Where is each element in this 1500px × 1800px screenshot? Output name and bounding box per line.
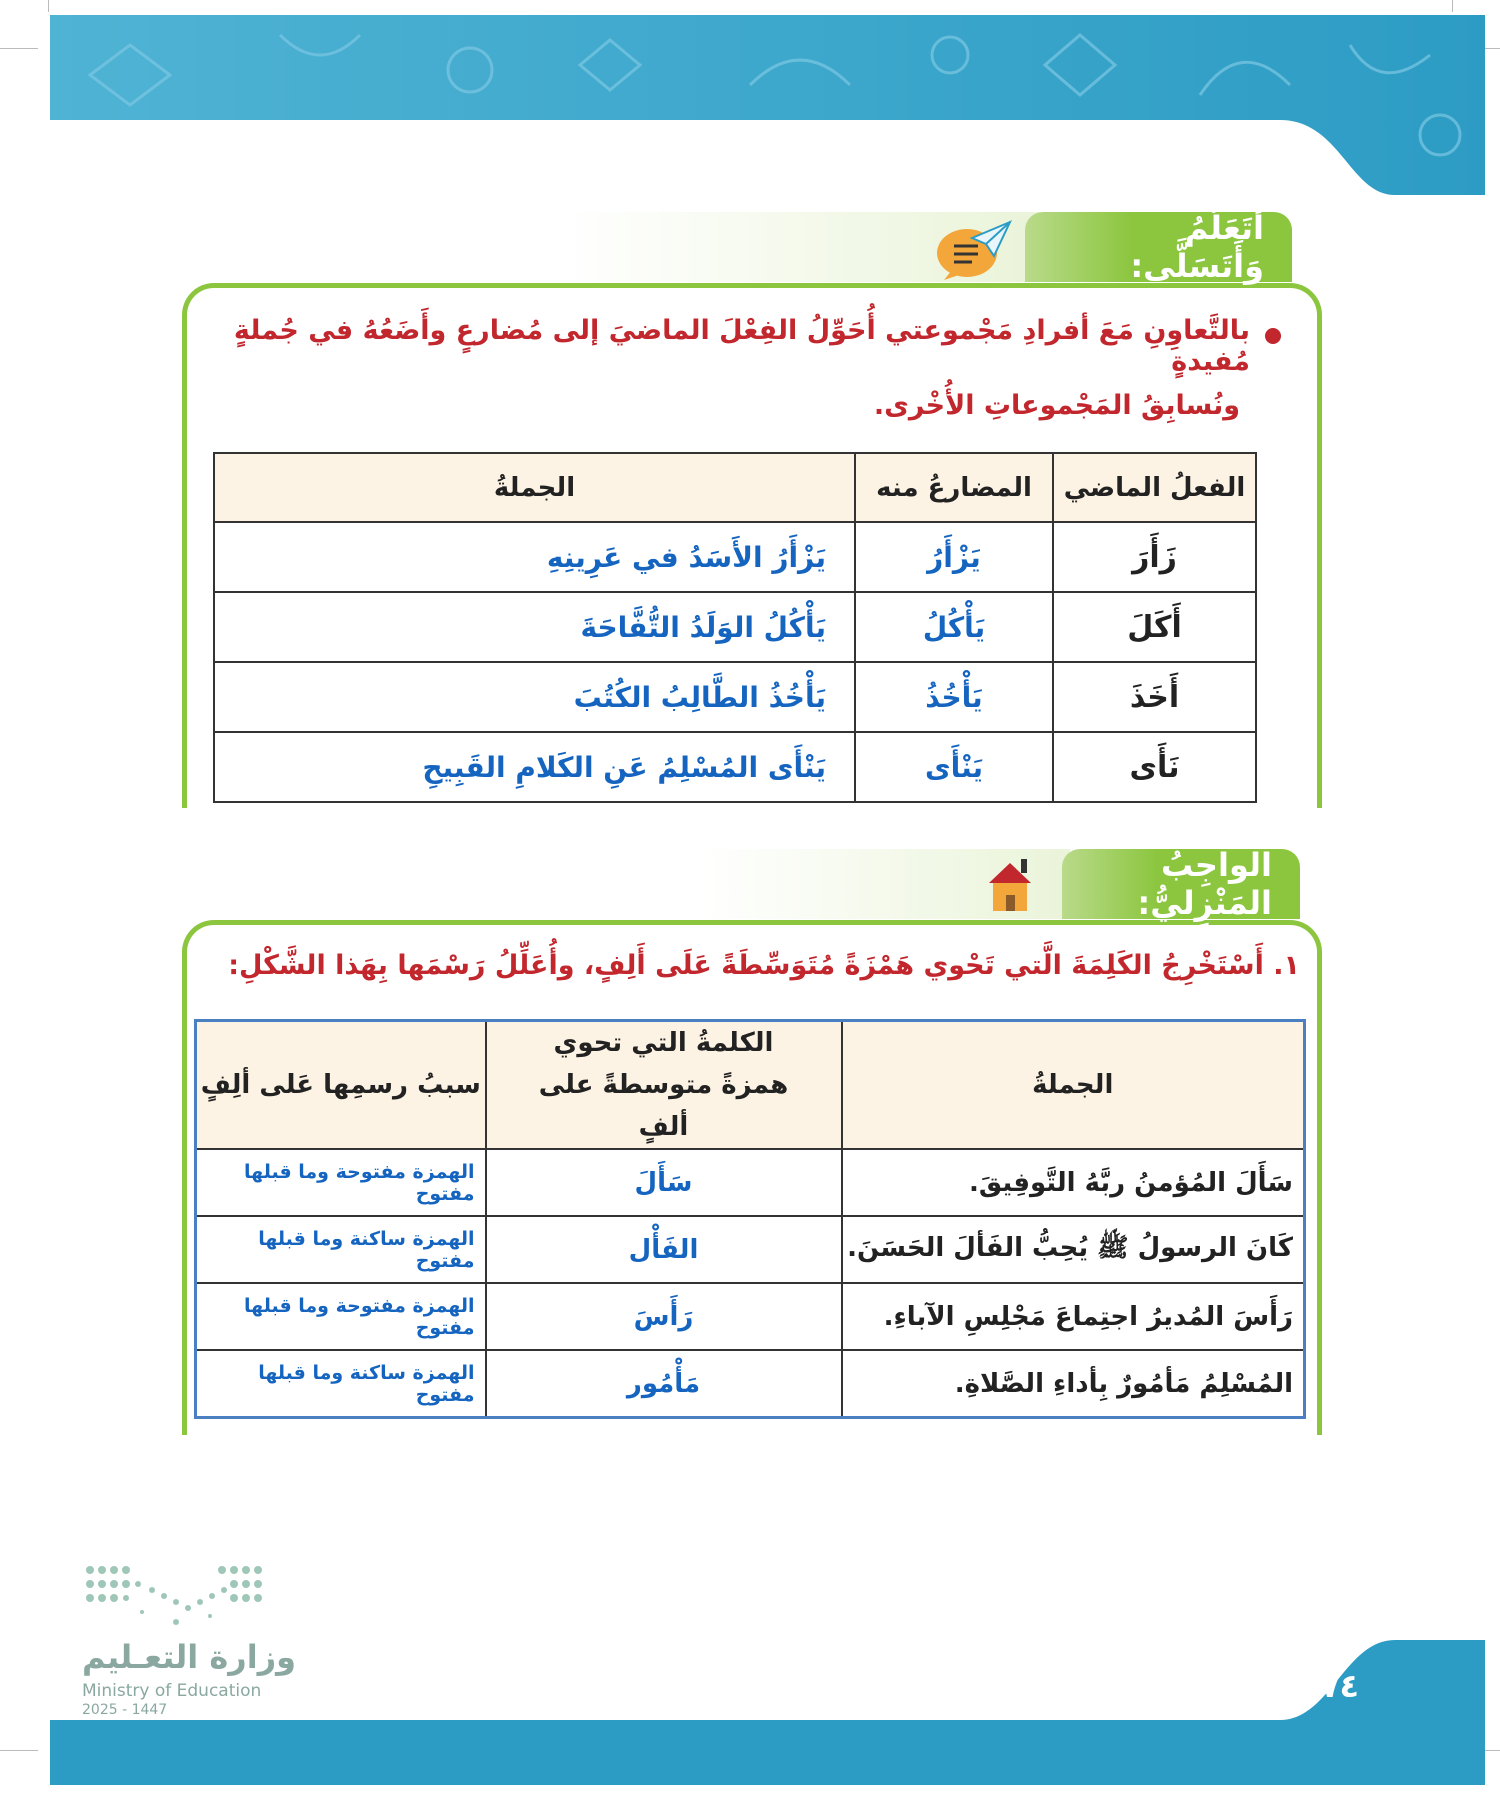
- present-verb-cell: يَزْأَرُ: [855, 522, 1053, 592]
- header-past-verb: الفعلُ الماضي: [1053, 453, 1256, 522]
- sentence-cell: كَانَ الرسولُ ﷺ يُحِبُّ الفَألَ الحَسَنَ.: [842, 1216, 1305, 1283]
- header-sentence: الجملةُ: [842, 1021, 1305, 1150]
- table-row: [214, 592, 1256, 662]
- ministry-logo-icon: [82, 1560, 267, 1632]
- present-verb-cell: يَأْكُلُ: [855, 592, 1053, 662]
- reason-cell: الهمزة مفتوحة وما قبلها مفتوح: [196, 1283, 486, 1350]
- table-row: [196, 1283, 1305, 1350]
- homework-instruction: ١. أَسْتَخْرِجُ الكَلِمَةَ الَّتي تَحْوي هَمْزَةً مُتَوَسِّطَةً عَلَى أَلِفٍ، وأُعَلِّلُ رَسْمَها بِهَذا الشَّكْلِ:: [228, 950, 1300, 981]
- activity-instruction-line1: بالتَّعاوِنِ مَعَ أفرادِ مَجْموعتي أُحَوِّلُ الفِعْلَ الماضيَ إلى مُضارعٍ وأَضَعُهُ في جُملةٍ مُفيدةٍ: [233, 315, 1250, 377]
- table-row: [196, 1350, 1305, 1418]
- table-header-row: [214, 453, 1256, 522]
- reason-cell: الهمزة ساكنة وما قبلها مفتوح: [196, 1216, 486, 1283]
- hamza-word-cell: الفَأْل: [486, 1216, 842, 1283]
- table-row: [196, 1216, 1305, 1283]
- sentence-cell: يَنْأَى المُسْلِمُ عَنِ الكَلامِ القَبِيحِ: [214, 732, 855, 802]
- table-row: [214, 732, 1256, 802]
- homework-tag: [1062, 846, 1300, 922]
- sentence-cell: يَأْكُلُ الوَلَدُ التُّفَّاحَةَ: [214, 592, 855, 662]
- activity-tag: [1025, 209, 1292, 285]
- hamza-word-cell: رَأَسَ: [486, 1283, 842, 1350]
- table-row: [214, 662, 1256, 732]
- header-band: [50, 15, 1485, 195]
- reason-cell: الهمزة مفتوحة وما قبلها مفتوح: [196, 1149, 486, 1216]
- homework-tag-label: الواجِبُ المَنْزِليُّ:: [1137, 846, 1272, 922]
- reason-cell: الهمزة ساكنة وما قبلها مفتوح: [196, 1350, 486, 1418]
- sentence-cell: يَزْأَرُ الأَسَدُ في عَرِينِهِ: [214, 522, 855, 592]
- past-verb-cell: نَأَى: [1053, 732, 1256, 802]
- sentence-cell: رَأَسَ المُديرُ اجتِماعَ مَجْلِسِ الآباءِ.: [842, 1283, 1305, 1350]
- hamza-word-cell: سَأَلَ: [486, 1149, 842, 1216]
- ministry-name-ar: وزارة التعـليم: [82, 1638, 296, 1676]
- ministry-name-en: Ministry of Education: [82, 1681, 262, 1701]
- crop-mark: [48, 0, 49, 12]
- table-header-row: [196, 1021, 1305, 1150]
- past-verb-cell: أَخَذَ: [1053, 662, 1256, 732]
- past-verb-cell: أَكَلَ: [1053, 592, 1256, 662]
- sentence-cell: المُسْلِمُ مَأمُورٌ بِأداءِ الصَّلاةِ.: [842, 1350, 1305, 1418]
- hamza-word-cell: مَأْمُور: [486, 1350, 842, 1418]
- crop-mark: [1452, 0, 1453, 12]
- house-icon: [985, 855, 1035, 915]
- crop-mark: [0, 1750, 38, 1751]
- page-number: ٧٤: [1320, 1667, 1360, 1705]
- paper-plane-chat-icon: [932, 218, 1012, 283]
- header-hamza-word: الكلمةُ التي تحوي همزةً متوسطةً على ألفٍ: [486, 1021, 842, 1150]
- sentence-cell: سَأَلَ المُؤمنُ ربَّهُ التَّوفِيقَ.: [842, 1149, 1305, 1216]
- present-verb-cell: يَنْأَى: [855, 732, 1053, 802]
- hamza-table: [194, 1019, 1306, 1419]
- bullet-dot: [1265, 328, 1281, 344]
- header-present-verb: المضارعُ منه: [855, 453, 1053, 522]
- edition-year: 2025 - 1447: [82, 1702, 168, 1718]
- activity-tag-label: أَتَعَلَّمُ وَأَتَسَلَّى:: [1130, 209, 1264, 285]
- crop-mark: [0, 48, 38, 49]
- header-reason: سببُ رسمِها عَلى ألِفٍ: [196, 1021, 486, 1150]
- table-row: [196, 1149, 1305, 1216]
- header-sentence: الجملةُ: [214, 453, 855, 522]
- table-row: [214, 522, 1256, 592]
- activity-instruction-line2: ونُسابِقُ المَجْموعاتِ الأُخْرى.: [873, 390, 1240, 421]
- present-verb-cell: يَأْخُذُ: [855, 662, 1053, 732]
- sentence-cell: يَأْخُذُ الطَّالِبُ الكُتُبَ: [214, 662, 855, 732]
- past-verb-cell: زَأَرَ: [1053, 522, 1256, 592]
- verb-table: [213, 452, 1257, 803]
